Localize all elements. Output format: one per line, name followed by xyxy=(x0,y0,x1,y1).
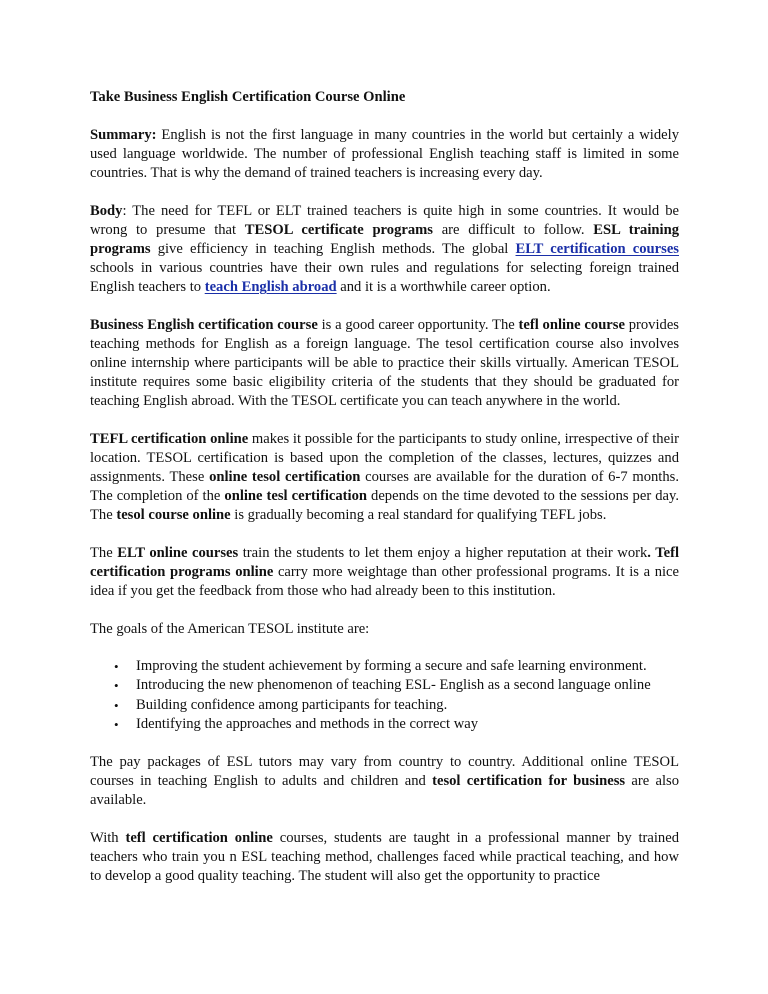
body-text: are difficult to follow. xyxy=(432,221,594,238)
paragraph-text: With xyxy=(90,829,126,846)
paragraph-text: is a good career opportunity. The xyxy=(317,316,519,333)
document-page xyxy=(90,88,679,886)
goals-intro: The goals of the American TESOL institute are: xyxy=(90,620,370,637)
pay-paragraph xyxy=(90,753,679,810)
with-paragraph xyxy=(90,829,679,886)
bullet-icon: • xyxy=(114,717,119,733)
bold-term: TEFL certification online xyxy=(90,430,249,447)
body-text: : The need for TEFL or ELT trained teachers is quite high in some countries. It would be wrong to presume that xyxy=(90,202,679,238)
goal-text: Identifying the approaches and methods in the correct way xyxy=(136,716,479,733)
paragraph-text: courses, students are taught in a professional manner by trained teachers who train you n ESL teaching method, challenges faced while practical teaching, and how to develop a good quality teaching. The student will also get the opportunity to practice xyxy=(90,829,679,884)
goals-list-item xyxy=(90,715,679,734)
paragraph-text: depends on the time devoted to the sessions per day. The xyxy=(90,488,679,524)
business-paragraph xyxy=(90,316,679,411)
tefl-paragraph xyxy=(90,430,679,525)
bold-term: . Tefl certification programs online xyxy=(90,544,679,580)
summary-text: English is not the first language in many countries in the world but certainly a widely used language worldwide. The number of professional English teaching staff is limited in some countries. That is why the demand of trained teachers is increasing every day. xyxy=(90,127,679,182)
paragraph-text: The pay packages of ESL tutors may vary from country to country. Additional online TESOL courses in teaching English to adults and children and xyxy=(90,753,679,789)
goals-list-item xyxy=(90,657,679,676)
bullet-icon: • xyxy=(114,659,119,675)
goal-text: Building confidence among participants for teaching. xyxy=(136,696,448,713)
paragraph-text: carry more weightage than other professional programs. It is a nice idea if you get the feedback from those who had already been to this institution. xyxy=(90,563,680,599)
document-title: Take Business English Certification Course Online xyxy=(90,89,406,105)
bold-term: online tesl certification xyxy=(224,488,367,505)
body-text: schools in various countries have their own rules and regulations for selecting foreign trained English teachers to xyxy=(90,260,679,296)
bullet-icon: • xyxy=(114,678,119,694)
body-label: Body xyxy=(90,202,123,219)
bold-term: tefl certification online xyxy=(125,829,273,846)
paragraph-text: train the students to let them enjoy a higher reputation at their work xyxy=(238,544,648,561)
bold-term: tesol certification for business xyxy=(432,772,626,789)
summary-label: Summary: xyxy=(90,127,157,144)
goals-list-item xyxy=(90,696,679,715)
goals-list-item xyxy=(90,676,679,695)
bold-term: Business English certification course xyxy=(90,316,318,333)
body-text: and it is a worthwhile career option. xyxy=(336,279,551,296)
body-bold-term: TESOL certificate programs xyxy=(244,221,433,238)
paragraph-text: The xyxy=(90,544,118,561)
goals-list xyxy=(90,657,679,734)
teach-english-abroad-link[interactable]: teach English abroad xyxy=(204,279,337,296)
paragraph-text: are also available. xyxy=(90,772,680,809)
bold-term: ELT online courses xyxy=(117,544,239,561)
bold-term: tesol course online xyxy=(116,507,231,524)
body-bold-term: ESL training programs xyxy=(90,221,679,258)
paragraph-text: is gradually becoming a real standard for qualifying TEFL jobs. xyxy=(230,507,607,524)
summary-paragraph xyxy=(90,126,679,183)
bullet-icon: • xyxy=(114,697,119,713)
goal-text: Introducing the new phenomenon of teaching ESL- English as a second language online xyxy=(136,677,651,694)
paragraph-text: provides teaching methods for English as a foreign language. The tesol certification course also involves online internship where participants will be able to practice their skills virtually. American TESOL institute requires some basic eligibility criteria of the students that they should be graduated for teaching English abroad. With the TESOL certificate you can teach anywhere in the world. xyxy=(90,316,679,410)
body-paragraph xyxy=(90,202,679,297)
goal-text: Improving the student achievement by forming a secure and safe learning environment. xyxy=(136,658,647,675)
elt-certification-courses-link[interactable]: ELT certification courses xyxy=(515,241,679,258)
paragraph-text: makes it possible for the participants to study online, irrespective of their location. TESOL certification is based upon the completion of the classes, lectures, quizzes and assignments. These xyxy=(90,430,679,485)
paragraph-text: courses are available for the duration of 6-7 months. The completion of the xyxy=(90,469,679,505)
body-text: give efficiency in teaching English methods. The global xyxy=(150,241,516,258)
bold-term: tefl online course xyxy=(518,316,625,333)
bold-term: online tesol certification xyxy=(209,469,361,485)
elt-paragraph xyxy=(90,544,679,601)
